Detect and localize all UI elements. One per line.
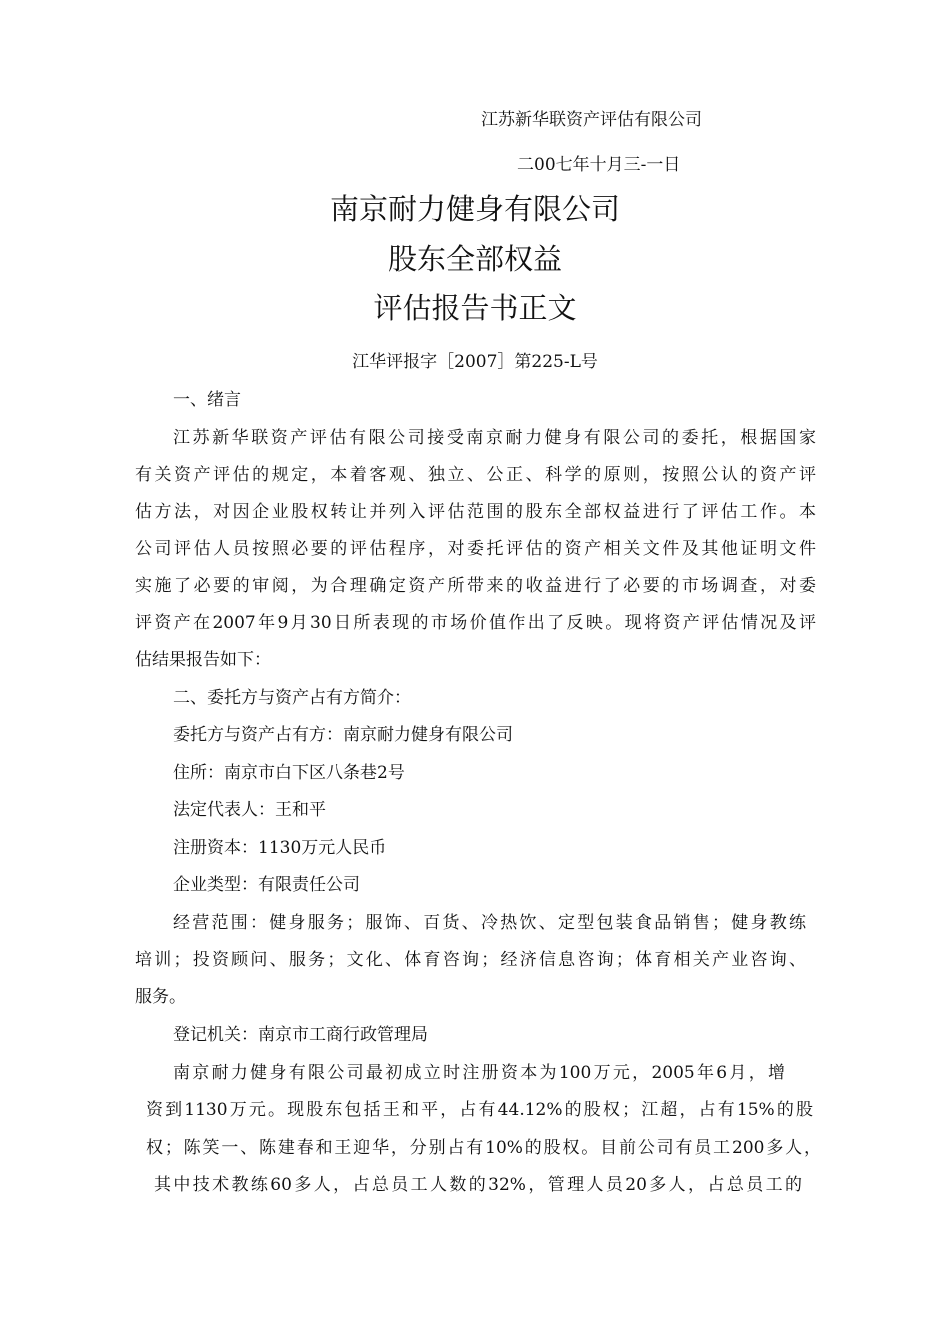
- legal-rep-info: 法定代表人：王和平: [173, 800, 326, 820]
- section-1-line: 评资产在2007年9月30日所表现的市场价值作出了反映。现将资产评估情况及评: [135, 613, 816, 633]
- history-line: 其中技术教练60多人，占总员工人数的32%，管理人员20多人，占总员工的: [154, 1175, 802, 1195]
- section-2-heading: 二、委托方与资产占有方简介：: [173, 688, 411, 708]
- section-1-heading: 一、绪言: [173, 390, 241, 410]
- header-company: 江苏新华联资产评估有限公司: [481, 110, 702, 130]
- business-scope-line: 服务。: [135, 987, 186, 1007]
- section-1-line: 实施了必要的审阅，为合理确定资产所带来的收益进行了必要的市场调查，对委: [135, 576, 816, 596]
- history-line: 资到1130万元。现股东包括王和平，占有44.12%的股权；江超，占有15%的股: [146, 1100, 813, 1120]
- business-scope-line: 经营范围：健身服务；服饰、百货、冷热饮、定型包装食品销售；健身教练: [173, 913, 806, 933]
- title-line-2: 股东全部权益: [387, 242, 562, 276]
- client-info: 委托方与资产占有方：南京耐力健身有限公司: [173, 725, 513, 745]
- company-type-info: 企业类型：有限责任公司: [173, 875, 360, 895]
- report-number: 江华评报字［2007］第225-L号: [352, 352, 598, 372]
- history-line: 权；陈笑一、陈建春和王迎华，分别占有10%的股权。目前公司有员工200多人，: [146, 1138, 821, 1158]
- header-date: 二00七年十月三-一日: [517, 155, 681, 175]
- section-1-line: 公司评估人员按照必要的评估程序，对委托评估的资产相关文件及其他证明文件: [135, 539, 816, 559]
- section-1-line: 估方法，对因企业股权转让并列入评估范围的股东全部权益进行了评估工作。本: [135, 502, 816, 522]
- address-info: 住所：南京市白下区八条巷2号: [173, 763, 405, 783]
- section-1-line: 有关资产评估的规定，本着客观、独立、公正、科学的原则，按照公认的资产评: [135, 465, 816, 485]
- registration-authority: 登记机关：南京市工商行政管理局: [173, 1025, 428, 1045]
- capital-info: 注册资本：1130万元人民币: [173, 838, 387, 858]
- history-line: 南京耐力健身有限公司最初成立时注册资本为100万元，2005年6月，增: [173, 1063, 785, 1083]
- title-line-3: 评估报告书正文: [373, 291, 577, 325]
- section-1-line: 估结果报告如下：: [135, 650, 271, 670]
- business-scope-line: 培训；投资顾问、服务；文化、体育咨询；经济信息咨询；体育相关产业咨询、: [135, 950, 806, 970]
- title-line-1: 南京耐力健身有限公司: [329, 192, 620, 226]
- section-1-line: 江苏新华联资产评估有限公司接受南京耐力健身有限公司的委托，根据国家: [173, 428, 816, 448]
